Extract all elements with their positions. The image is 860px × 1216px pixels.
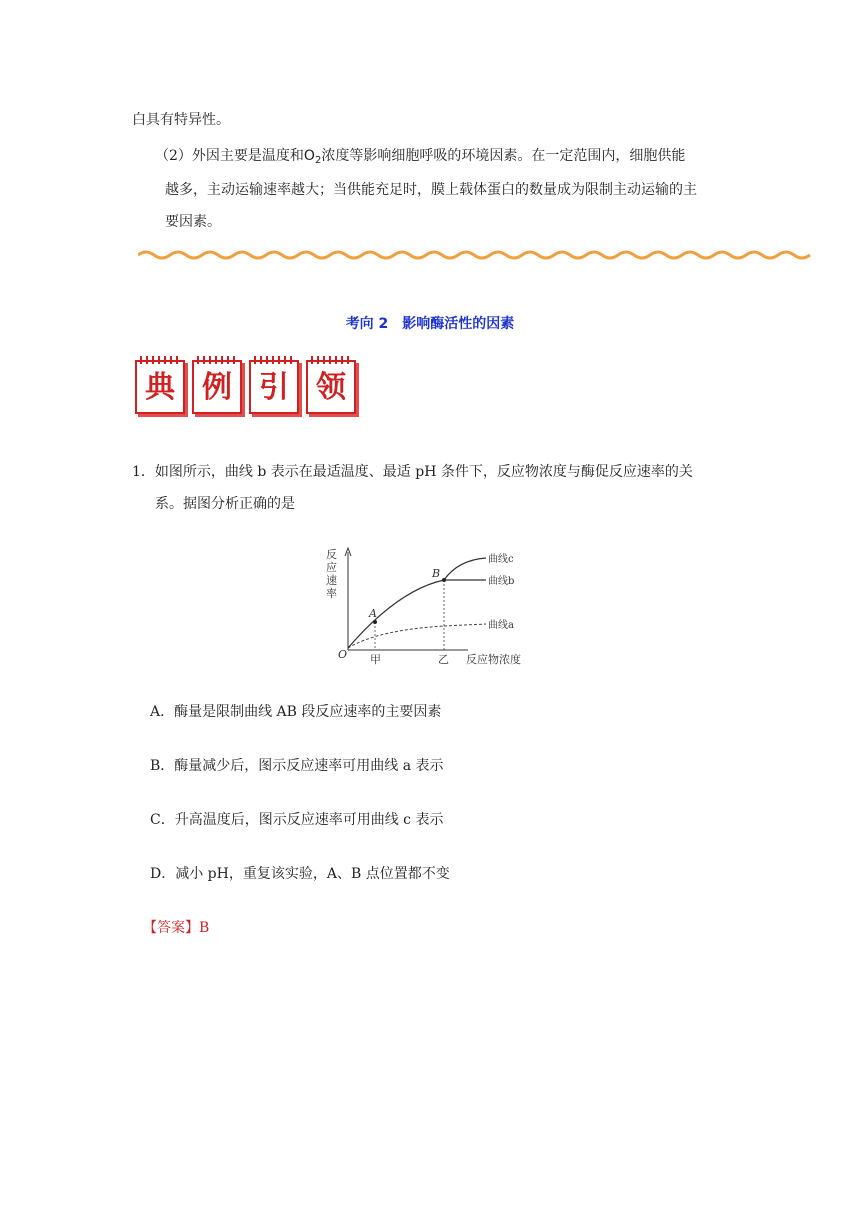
option-c: C．升高温度后，图示反应速率可用曲线 c 表示 (150, 812, 444, 828)
answer-label: 【答案】 (143, 920, 199, 936)
curve-c (444, 558, 486, 580)
paragraph-prefix: （2）外因主要是温度和 (155, 148, 304, 164)
curve-b-label: 曲线b (488, 576, 515, 587)
option-a: A．酶量是限制曲线 AB 段反应速率的主要因素 (150, 704, 442, 720)
banner-char: 典 (145, 370, 175, 405)
subscript-2: 2 (314, 155, 322, 166)
x-tick-jia: 甲 (370, 653, 381, 666)
point-b (442, 578, 446, 582)
section-title: 考向 2 影响酶活性的因素 (345, 316, 515, 332)
question-number: 1． (132, 464, 155, 480)
option-b: B．酶量减少后，图示反应速率可用曲线 a 表示 (150, 758, 444, 774)
banner-char: 引 (259, 370, 289, 405)
point-a-label: A (369, 607, 377, 620)
x-axis-label: 反应物浓度 (466, 653, 521, 666)
curve-a-tail (444, 624, 486, 626)
curve-c-label: 曲线c (488, 554, 514, 565)
o-letter: O (303, 148, 315, 164)
question-stem-line2: 系。据图分析正确的是 (155, 496, 295, 512)
paragraph-rest: 浓度等影响细胞呼吸的环境因素。在一定范围内，细胞供能 (321, 148, 686, 164)
svg-text:率: 率 (326, 587, 337, 600)
point-a (373, 620, 377, 624)
svg-text:反: 反 (326, 548, 337, 561)
x-tick-yi: 乙 (438, 653, 449, 666)
question-stem: 如图所示，曲线 b 表示在最适温度、最适 pH 条件下，反应物浓度与酶促反应速率的关 (154, 464, 693, 480)
prev-paragraph-2-line1 (155, 146, 685, 171)
y-axis-label (326, 548, 337, 600)
banner-badge (192, 360, 242, 414)
svg-text:速: 速 (326, 574, 337, 587)
enzyme-rate-figure (318, 542, 540, 670)
option-d: D．减小 pH，重复该实验，A、B 点位置都不变 (150, 866, 450, 882)
banner-char: 例 (202, 370, 232, 405)
answer-value: B (199, 920, 210, 936)
question-stem-line1 (132, 462, 693, 482)
curve-b (348, 580, 444, 648)
o2-symbol (304, 148, 321, 164)
banner-badge (135, 360, 185, 414)
prev-text-line1: 白具有特异性。 (132, 112, 230, 128)
point-b-label: B (432, 567, 441, 580)
curve-a (348, 626, 444, 648)
curve-a-label: 曲线a (488, 620, 514, 631)
banner-char: 领 (316, 370, 346, 405)
answer (143, 918, 209, 938)
origin-label: O (338, 648, 348, 661)
banner-badge (249, 360, 299, 414)
wavy-divider (138, 248, 820, 262)
prev-paragraph-2-line3: 要因素。 (165, 214, 221, 230)
banner-badge (306, 360, 356, 414)
prev-paragraph-2-line2: 越多，主动运输速率越大；当供能充足时，膜上载体蛋白的数量成为限制主动运输的主 (165, 182, 697, 198)
svg-text:应: 应 (326, 561, 337, 574)
